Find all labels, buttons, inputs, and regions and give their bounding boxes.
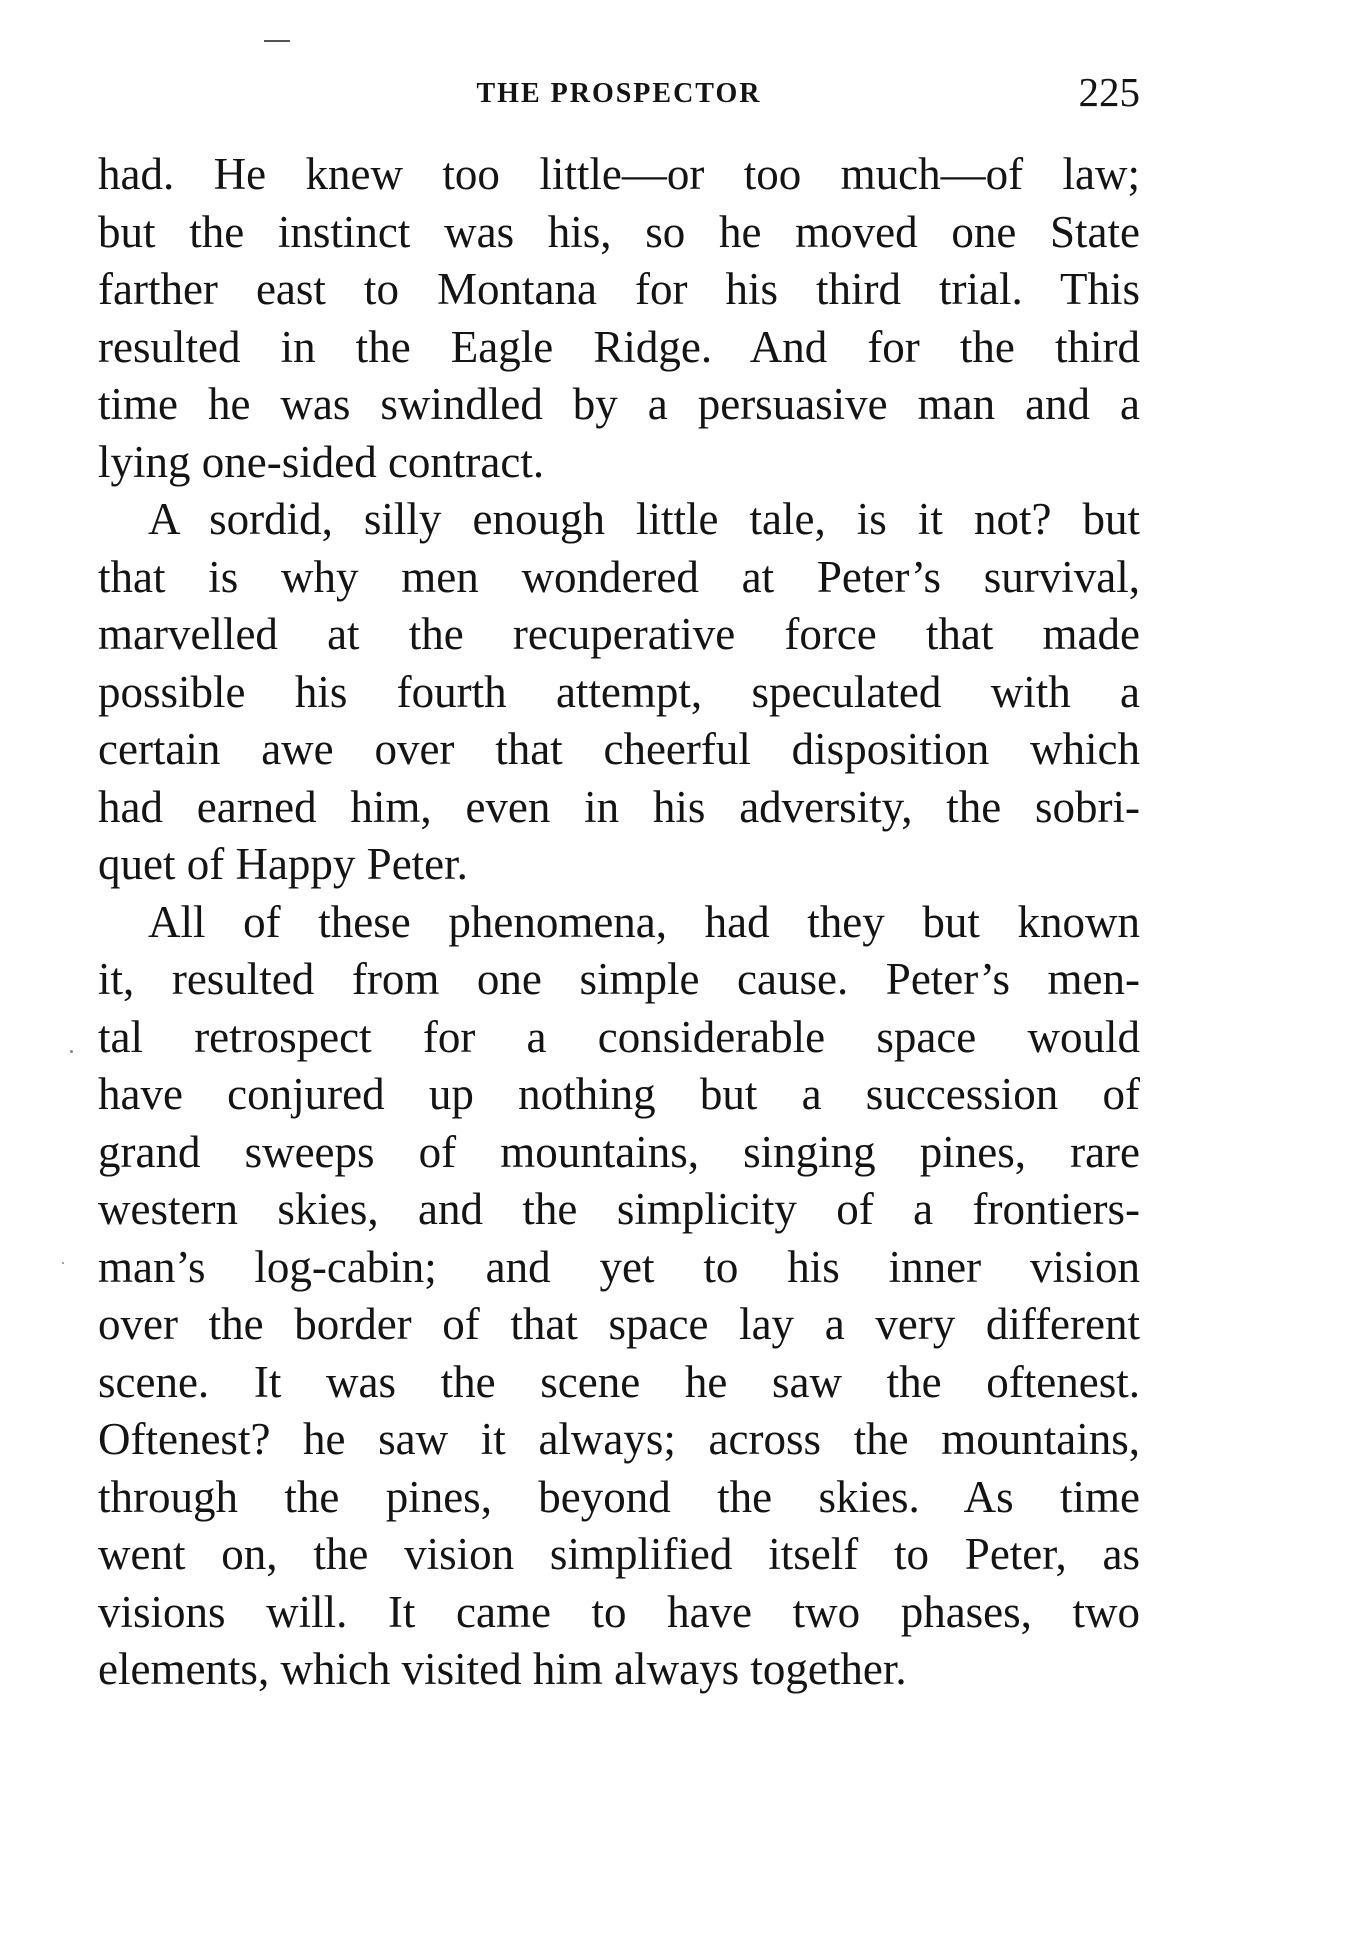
printer-mark (264, 40, 290, 42)
text-line: went on, the vision simplified itself to Peter, as (98, 1529, 1140, 1579)
text-line: have conjured up nothing but a succession of (98, 1069, 1140, 1119)
text-line: A sordid, silly enough little tale, is it not? but (148, 494, 1140, 544)
text-line: Oftenest? he saw it always; across the mountains, (98, 1414, 1140, 1464)
text-line: All of these phenomena, had they but known (148, 896, 1140, 947)
text-line: had earned him, even in his adversity, the sobri- (98, 781, 1140, 832)
text-line: that is why men wondered at Peter’s survival, (98, 551, 1140, 602)
text-line: through the pines, beyond the skies. As time (98, 1471, 1140, 1522)
paragraph-3 (98, 894, 1140, 1699)
text-line: tal retrospect for a considerable space would (98, 1011, 1140, 1062)
text-line: over the border of that space lay a very different (98, 1299, 1140, 1349)
text-line: possible his fourth attempt, speculated with a (98, 666, 1140, 717)
paper-speck (62, 1262, 64, 1264)
text-line: marvelled at the recuperative force that made (98, 609, 1140, 659)
text-line: but the instinct was his, so he moved one State (98, 206, 1140, 257)
paragraph-2 (98, 491, 1140, 894)
text-line: quet of Happy Peter. (98, 839, 468, 889)
text-line: elements, which visited him always together. (98, 1644, 907, 1694)
paragraph-1 (98, 146, 1140, 491)
text-line: had. He knew too little—or too much—of law; (98, 149, 1140, 199)
text-line: western skies, and the simplicity of a frontiers- (98, 1184, 1140, 1234)
paper-speck (70, 1050, 73, 1053)
running-head (98, 68, 1140, 118)
text-line: man’s log-cabin; and yet to his inner vision (98, 1241, 1140, 1292)
text-line: resulted in the Eagle Ridge. And for the third (98, 321, 1140, 372)
text-line: grand sweeps of mountains, singing pines, rare (98, 1126, 1140, 1177)
text-line: it, resulted from one simple cause. Peter’s men- (98, 954, 1140, 1004)
page-number: 225 (1078, 69, 1140, 115)
text-line: visions will. It came to have two phases, two (98, 1586, 1140, 1637)
running-title: THE PROSPECTOR (476, 78, 762, 109)
text-line: time he was swindled by a persuasive man and a (98, 379, 1140, 429)
text-line: scene. It was the scene he saw the oftenest. (98, 1356, 1140, 1407)
text-line: certain awe over that cheerful disposition which (98, 724, 1140, 774)
text-line: farther east to Montana for his third trial. This (98, 264, 1140, 314)
body-text (98, 146, 1140, 1699)
text-line: lying one-sided contract. (98, 436, 545, 487)
